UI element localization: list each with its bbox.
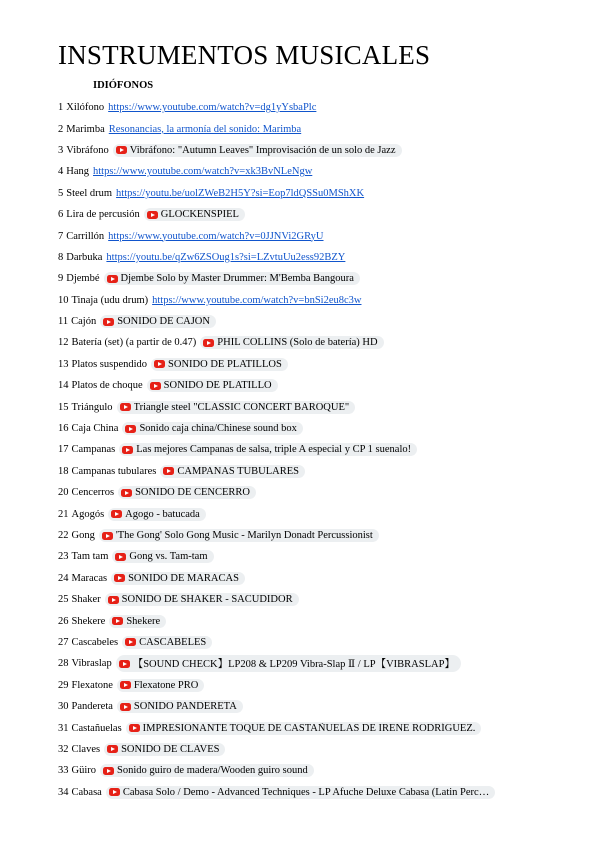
youtube-icon (112, 617, 123, 625)
item-number: 2 (58, 123, 64, 135)
item-number: 34 (58, 786, 69, 798)
item-number: 9 (58, 273, 64, 285)
instrument-name: Shekere (71, 615, 106, 627)
video-chip[interactable] (113, 144, 402, 157)
list-item (58, 717, 588, 738)
video-title: SONIDO PANDERETA (133, 701, 237, 713)
list-item (58, 118, 588, 139)
list-item (58, 675, 588, 696)
video-chip[interactable] (144, 208, 245, 221)
video-chip[interactable] (104, 272, 360, 285)
youtube-icon (114, 574, 125, 582)
list-item (58, 354, 588, 375)
video-chip[interactable] (105, 593, 299, 606)
list-item (58, 568, 588, 589)
instrument-name: Castañuelas (71, 722, 122, 734)
list-item (58, 632, 588, 653)
video-title: SONIDO DE PLATILLO (163, 380, 272, 392)
youtube-icon (150, 382, 161, 390)
youtube-icon (102, 532, 113, 540)
youtube-icon (121, 489, 132, 497)
list-item (58, 396, 588, 417)
youtube-icon (108, 596, 119, 604)
list-item (58, 204, 588, 225)
youtube-icon (103, 767, 114, 775)
instrument-name: Platos de choque (71, 380, 143, 392)
item-number: 1 (58, 102, 64, 114)
item-number: 21 (58, 508, 69, 520)
video-chip[interactable] (116, 655, 461, 672)
list-item (58, 161, 588, 182)
video-title: CASCABELES (139, 636, 207, 648)
video-link[interactable]: https://www.youtube.com/watch?v=0JJNVi2GRyU (108, 230, 324, 242)
video-chip[interactable] (122, 636, 212, 649)
instrument-name: Pandereta (71, 701, 113, 713)
video-chip[interactable] (126, 722, 482, 735)
video-title: Las mejores Campanas de salsa, triple A especial y CP 1 suenalo! (136, 444, 412, 456)
video-link[interactable]: https://youtu.be/qZw6ZSOug1s?si=LZvtuUu2ess92BZY (106, 251, 346, 263)
video-chip[interactable] (100, 315, 216, 328)
list-item (58, 503, 588, 524)
list-item (58, 140, 588, 161)
item-number: 32 (58, 743, 69, 755)
list-item (58, 183, 588, 204)
instrument-name: Platos suspendido (71, 358, 148, 370)
video-title: SONIDO DE CLAVES (121, 743, 220, 755)
list-item (58, 760, 588, 781)
video-chip[interactable] (100, 764, 314, 777)
instrument-name: Xilófono (66, 102, 105, 114)
item-number: 22 (58, 530, 69, 541)
instrument-name: Campanas tubulares (71, 465, 157, 477)
item-number: 25 (58, 594, 69, 606)
youtube-icon (116, 146, 127, 154)
video-chip[interactable] (147, 379, 278, 392)
youtube-icon (154, 360, 165, 368)
item-number: 7 (58, 230, 64, 242)
video-chip[interactable] (104, 743, 225, 756)
instrument-name: Cajón (71, 316, 97, 328)
video-link[interactable]: https://www.youtube.com/watch?v=xk3BvNLeNgw (93, 166, 313, 178)
instrument-name: Marimba (66, 123, 105, 135)
video-link[interactable]: https://www.youtube.com/watch?v=bnSi2eu8c3w (152, 294, 362, 306)
video-chip[interactable] (200, 336, 383, 349)
instrument-name: Vibráfono (66, 144, 109, 156)
list-item (58, 653, 588, 674)
video-title: PHIL COLLINS (Solo de batería) HD (217, 337, 378, 349)
item-number: 31 (58, 722, 69, 734)
list-item (58, 461, 588, 482)
list-item (58, 782, 588, 803)
list-item (58, 290, 588, 311)
list-item (58, 739, 588, 760)
instrument-name: Cascabeles (71, 636, 119, 648)
instrument-name: Claves (71, 743, 101, 755)
video-chip[interactable] (117, 401, 356, 414)
list-item (58, 418, 588, 439)
list-item (58, 247, 588, 268)
youtube-icon (203, 339, 214, 347)
instrument-name: Hang (66, 166, 89, 178)
instrument-name: Cencerros (71, 487, 115, 499)
instrument-name: Gong (71, 530, 95, 541)
video-link[interactable]: Resonancias, la armonía del sonido: Marimba (108, 123, 302, 135)
video-link[interactable]: https://youtu.be/uolZWeB2H5Y?si=Eop7ldQSSu0MShXK (116, 187, 365, 199)
item-number: 12 (58, 337, 69, 349)
youtube-icon (119, 660, 130, 668)
list-item (58, 589, 588, 610)
video-title: Shekere (126, 615, 161, 627)
item-number: 28 (58, 658, 69, 670)
instrument-name: Güiro (71, 765, 96, 777)
youtube-icon (125, 425, 136, 433)
youtube-icon (109, 788, 120, 796)
youtube-icon (129, 724, 140, 732)
instrument-name: Caja China (71, 423, 119, 435)
video-chip[interactable] (109, 615, 166, 628)
video-chip[interactable] (99, 529, 379, 542)
instrument-name: Triángulo (71, 401, 113, 413)
list-item (58, 525, 588, 546)
instrument-name: Flexatone (71, 679, 113, 691)
section-title: IDIÓFONOS (93, 80, 154, 91)
youtube-icon (111, 510, 122, 518)
video-chip[interactable] (122, 422, 302, 435)
item-number: 10 (58, 294, 69, 306)
video-title: Cabasa Solo / Demo - Advanced Techniques - LP Afuche Deluxe Cabasa (Latin Perc… (122, 786, 490, 798)
video-title: 'The Gong' Solo Gong Music - Marilyn Donadt Percussionist (115, 530, 373, 541)
youtube-icon (125, 638, 136, 646)
video-title: Gong vs. Tam-tam (129, 551, 208, 563)
video-chip[interactable] (160, 465, 305, 478)
video-chip[interactable] (117, 679, 204, 692)
instrument-name: Tam tam (71, 551, 109, 563)
item-number: 8 (58, 251, 64, 263)
instrument-name: Lira de percusión (66, 209, 140, 221)
video-title: Djembe Solo by Master Drummer: M'Bemba Bangoura (120, 273, 354, 285)
video-chip[interactable] (108, 508, 206, 521)
page-title: INSTRUMENTOS MUSICALES (58, 40, 431, 70)
youtube-icon (107, 275, 118, 283)
video-title: Triangle steel "CLASSIC CONCERT BAROQUE" (133, 401, 350, 413)
instrument-name: Darbuka (66, 251, 103, 263)
youtube-icon (120, 681, 131, 689)
list-item (58, 696, 588, 717)
youtube-icon (122, 446, 133, 454)
item-number: 16 (58, 423, 69, 435)
list-item (58, 375, 588, 396)
youtube-icon (120, 403, 131, 411)
video-title: CAMPANAS TUBULARES (177, 465, 300, 477)
list-item (58, 97, 588, 118)
video-title: 【SOUND CHECK】LP208 & LP209 Vibra-Slap Ⅱ / LP【VIBRASLAP】 (132, 659, 455, 671)
item-number: 17 (58, 444, 69, 456)
video-title: Sonido guiro de madera/Wooden guiro sound (117, 765, 308, 777)
video-title: SONIDO DE PLATILLOS (168, 358, 282, 370)
video-chip[interactable] (119, 443, 417, 456)
video-title: Flexatone PRO (133, 679, 199, 691)
video-chip[interactable] (151, 358, 288, 371)
list-item (58, 610, 588, 631)
item-number: 18 (58, 465, 69, 477)
item-number: 24 (58, 572, 69, 584)
video-title: IMPRESIONANTE TOQUE DE CASTAÑUELAS DE IRENE RODRÍGUEZ. (142, 722, 476, 734)
list-item (58, 311, 588, 332)
list-item (58, 546, 588, 567)
list-item (58, 268, 588, 289)
item-number: 30 (58, 701, 69, 713)
list-item (58, 332, 588, 353)
instrument-name: Batería (set) (a partir de 0.47) (71, 337, 197, 349)
instrument-name: Tinaja (udu drum) (71, 294, 149, 306)
video-link[interactable]: https://www.youtube.com/watch?v=dg1yYsbaPlc (108, 102, 317, 114)
video-chip[interactable] (106, 786, 495, 799)
instrument-name: Vibraslap (71, 658, 112, 670)
list-item (58, 225, 588, 246)
video-title: SONIDO DE MARACAS (128, 572, 239, 584)
item-number: 27 (58, 636, 69, 648)
item-number: 3 (58, 144, 64, 156)
video-title: Agogo - batucada (125, 508, 200, 520)
list-item (58, 482, 588, 503)
instrument-name: Agogós (71, 508, 105, 520)
youtube-icon (120, 703, 131, 711)
youtube-icon (163, 467, 174, 475)
video-title: SONIDO DE CAJON (117, 316, 210, 328)
item-number: 26 (58, 615, 69, 627)
item-number: 5 (58, 187, 64, 199)
video-title: SONIDO DE SHAKER - SACUDIDOR (121, 594, 293, 606)
youtube-icon (107, 745, 118, 753)
item-number: 11 (58, 316, 69, 328)
video-chip[interactable] (112, 550, 213, 563)
list-item (58, 439, 588, 460)
item-number: 14 (58, 380, 69, 392)
instrument-name: Steel drum (66, 187, 113, 199)
instrument-list (58, 97, 588, 803)
youtube-icon (103, 318, 114, 326)
video-chip[interactable] (117, 700, 243, 713)
item-number: 20 (58, 487, 69, 499)
youtube-icon (115, 553, 126, 561)
instrument-name: Carrillón (66, 230, 105, 242)
video-title: SONIDO DE CENCERRO (135, 487, 250, 499)
item-number: 29 (58, 679, 69, 691)
instrument-name: Shaker (71, 594, 101, 606)
item-number: 15 (58, 401, 69, 413)
instrument-name: Cabasa (71, 786, 102, 798)
instrument-name: Campanas (71, 444, 116, 456)
video-title: GLOCKENSPIEL (160, 209, 239, 221)
youtube-icon (147, 211, 158, 219)
item-number: 6 (58, 209, 64, 221)
video-title: Vibráfono: "Autumn Leaves" Improvisación de un solo de Jazz (129, 144, 396, 156)
video-chip[interactable] (111, 572, 245, 585)
item-number: 13 (58, 358, 69, 370)
instrument-name: Djembé (66, 273, 100, 285)
video-chip[interactable] (118, 486, 256, 499)
item-number: 33 (58, 765, 69, 777)
item-number: 4 (58, 166, 64, 178)
item-number: 23 (58, 551, 69, 563)
video-title: Sonido caja china/Chinese sound box (139, 423, 297, 435)
instrument-name: Maracas (71, 572, 108, 584)
